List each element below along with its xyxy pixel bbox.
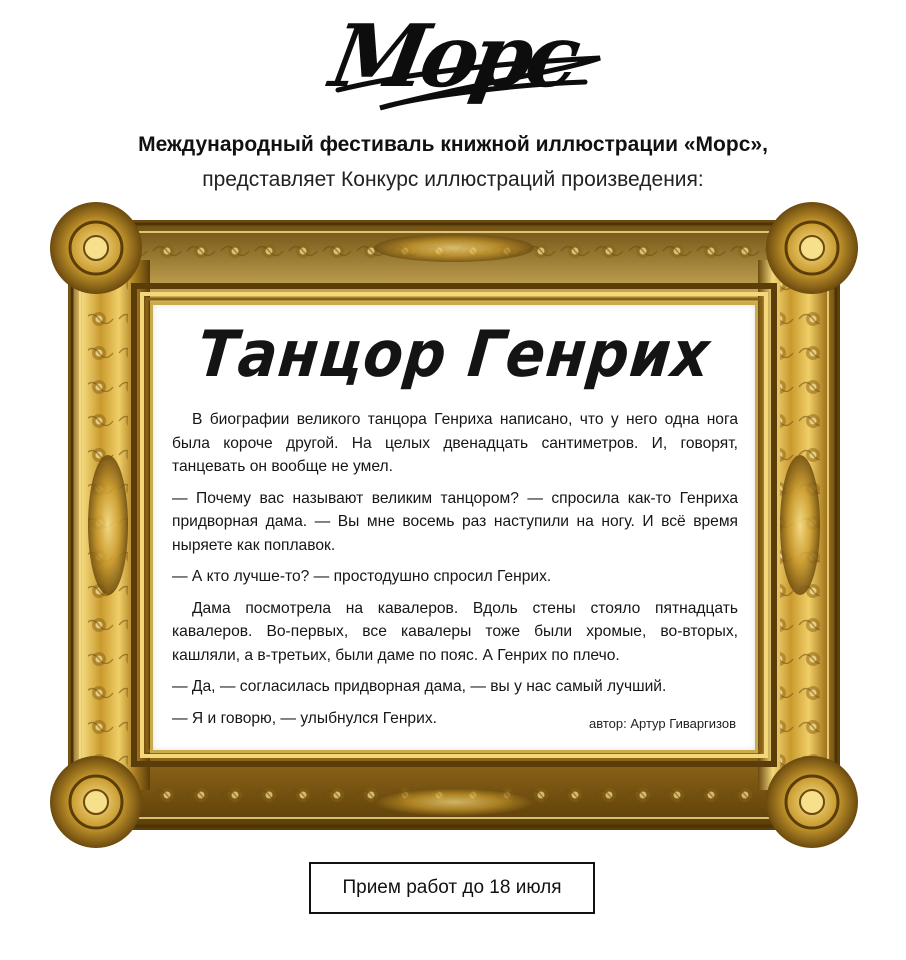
story-paragraph: — Я и говорю, — улыбнулся Генрих.: [172, 709, 437, 727]
story-title: Танцор Генрих: [194, 316, 714, 392]
festival-headline: Международный фестиваль книжной иллюстрации «Морс»,: [138, 133, 768, 156]
contest-subline: представляет Конкурс иллюстраций произведения:: [202, 168, 704, 191]
story-panel: [150, 302, 758, 753]
story-paragraph: — Почему вас называют великим танцором? — спросила как-то Генриха придворная дама. — Вы мне восемь раз наступили на ногу. И всё время ныряете как поплавок.: [172, 489, 738, 554]
story-author: автор: Артур Гиваргизов: [589, 716, 736, 731]
deadline-badge: Прием работ до 18 июля: [309, 862, 595, 914]
story-paragraph: — А кто лучше-то? — простодушно спросил Генрих.: [172, 568, 552, 585]
story-paragraph: Дама посмотрела на кавалеров. Вдоль стены стояло пятнадцать кавалеров. Во-первых, все кавалеры тоже были хромые, во-вторых, кашляли, а в-третьих, были даме по пояс. А Генрих по плечо.: [172, 599, 738, 664]
festival-logo: Морс: [323, 6, 583, 107]
story-paragraph: В биографии великого танцора Генриха написано, что у него одна нога была короче другой. На целых двенадцать сантиметров. И, говорят, танцевать он вообще не умел.: [172, 411, 738, 475]
story-text: [172, 408, 738, 738]
story-paragraph: — Да, — согласилась придворная дама, — вы у нас самый лучший.: [172, 678, 667, 695]
